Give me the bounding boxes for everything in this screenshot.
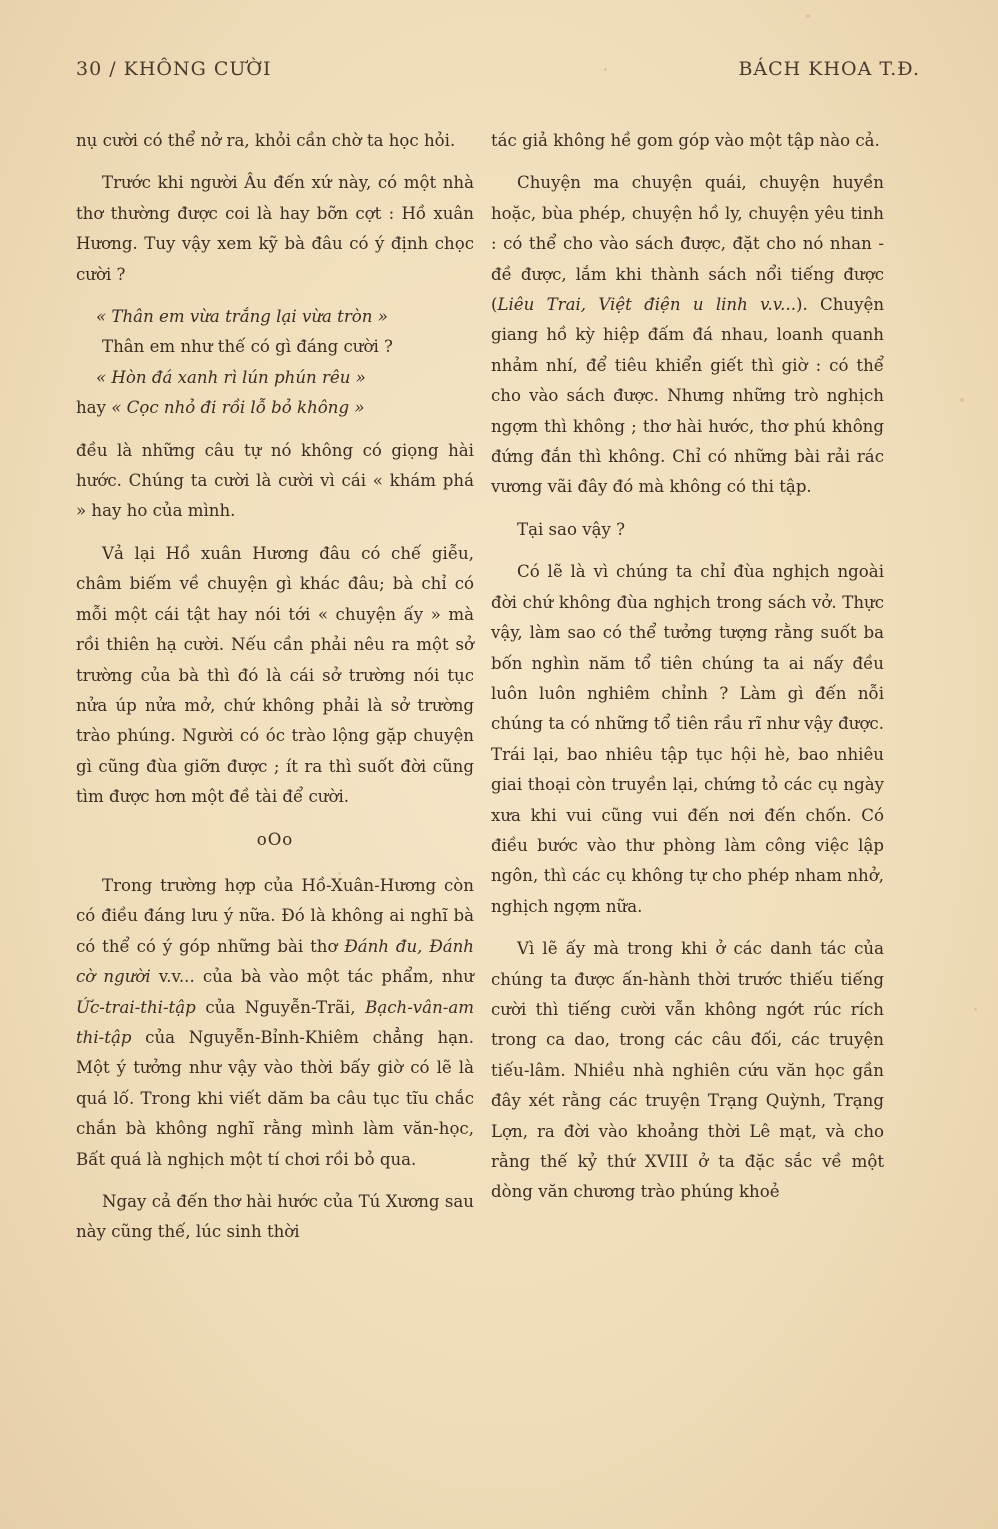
verse-line: « Hòn đá xanh rì lún phún rêu » (96, 367, 366, 387)
paragraph: Vả lại Hồ xuân Hương đâu có chế giễu, châm biếm về chuyện gì khác đâu; bà chỉ có mỗi một cái tật hay nói tới « chuyện ấy » mà rồi thiên hạ cười. Nếu cần phải nêu ra một sở trường của bà thì đó là cái sở trường nói tục nửa úp nửa mở, chứ không phải là sở trường trào phúng. Người có óc trào lộng gặp chuyện gì cũng đùa giỡn được ; ít ra thì suốt đời cũng tìm được hơn một đề tài để cười. (76, 543, 474, 807)
paragraph: đều là những câu tự nó không có giọng hài hước. Chúng ta cười là cười vì cái « khám phá » hay ho của mình. (76, 440, 474, 521)
paragraph: Có lẽ là vì chúng ta chỉ đùa nghịch ngoài đời chứ không đùa nghịch trong sách vở. Thực vậy, làm sao có thể tưởng tượng rằng suốt ba bốn nghìn năm tổ tiên chúng ta ai nấy đều luôn luôn nghiêm chỉnh ? Làm gì đến nỗi chúng ta có những tổ tiên rầu rĩ như vậy được. Trái lại, bao nhiêu tập tục hội hè, bao nhiêu giai thoại còn truyền lại, chứng tỏ các cụ ngày xưa khi vui cũng vui đến nơi đến chốn. Có điều bước vào thư phòng làm công việc lập ngôn, thì các cụ không tự cho phép nham nhở, nghịch ngợm nữa. (491, 562, 884, 916)
page-header (76, 58, 920, 88)
right-column (491, 126, 884, 1220)
poem-quote (76, 302, 474, 424)
verse-line: Thân em như thế có gì đáng cười ? (102, 337, 393, 357)
paragraph: Vì lẽ ấy mà trong khi ở các danh tác của chúng ta được ấn-hành thời trước thiếu tiếng cười thì tiếng cười vẫn không ngớt rúc rích trong ca dao, trong các câu đối, các truyện tiếu-lâm. Nhiều nhà nghiên cứu văn học gần đây xét rằng các truyện Trạng Quỳnh, Trạng Lợn, ra đời vào khoảng thời Lê mạt, và cho rằng thế kỷ thứ XVIII ở ta đặc sắc về một dòng văn chương trào phúng khoẻ (491, 939, 884, 1202)
paragraph: Tại sao vậy ? (517, 519, 626, 539)
paragraph: Ngay cả đến thơ hài hước của Tú Xương sau này cũng thế, lúc sinh thời (76, 1192, 474, 1242)
paper-speck (974, 1008, 977, 1011)
paper-speck (960, 398, 964, 402)
paragraph: tác giả không hề gom góp vào một tập nào cả. (491, 131, 880, 150)
running-title: 30 / KHÔNG CƯỜI (76, 58, 272, 80)
paragraph: Trong trường hợp của Hồ-Xuân-Hương còn có điều đáng lưu ý nữa. Đó là không ai nghĩ bà có thể có ý góp những bài thơ Đánh đu, Đánh cờ người v.v... của bà vào một tác phẩm, như Ức-trai-thi-tập của Nguyễn-Trãi, Bạch-vân-am thi-tập của Nguyễn-Bỉnh-Khiêm chẳng hạn. Một ý tưởng như vậy vào thời bấy giờ có lẽ là quá lố. Trong khi viết dăm ba câu tục tĩu chắc chắn bà không nghĩ rằng mình làm văn-học, Bất quá là nghịch một tí chơi rồi bỏ qua. (76, 875, 474, 1169)
left-column (76, 126, 474, 1260)
paragraph: nụ cười có thể nở ra, khỏi cần chờ ta học hỏi. (76, 131, 456, 150)
paragraph: Chuyện ma chuyện quái, chuyện huyền hoặc, bùa phép, chuyện hồ ly, chuyện yêu tinh : có thể cho vào sách được, đặt cho nó nhan - đề được, lắm khi thành sách nổi tiếng được (Liêu Trai, Việt điện u linh v.v...). Chuyện giang hồ kỳ hiệp đấm đá nhau, loanh quanh nhảm nhí, để tiêu khiển giết thì giờ : có thể cho vào sách được. Nhưng những trò nghịch ngợm thì không ; thơ hài hước, thơ phú không đứng đắn thì không. Chỉ có những bài rải rác vương vãi đây đó mà không có thi tập. (491, 173, 885, 497)
publication-name: BÁCH KHOA T.Đ. (738, 58, 920, 80)
verse-prefix: hay (76, 398, 112, 418)
paragraph: Trước khi người Âu đến xứ này, có một nhà thơ thường được coi là hay bỡn cợt : Hồ xuân Hương. Tuy vậy xem kỹ bà đâu có ý định chọc cười ? (76, 173, 474, 284)
section-separator: oOo (256, 829, 294, 849)
paper-speck (806, 14, 810, 18)
verse-line: « Thân em vừa trắng lại vừa tròn » (96, 307, 388, 327)
verse-line: « Cọc nhỏ đi rồi lỗ bỏ không » (111, 398, 365, 418)
